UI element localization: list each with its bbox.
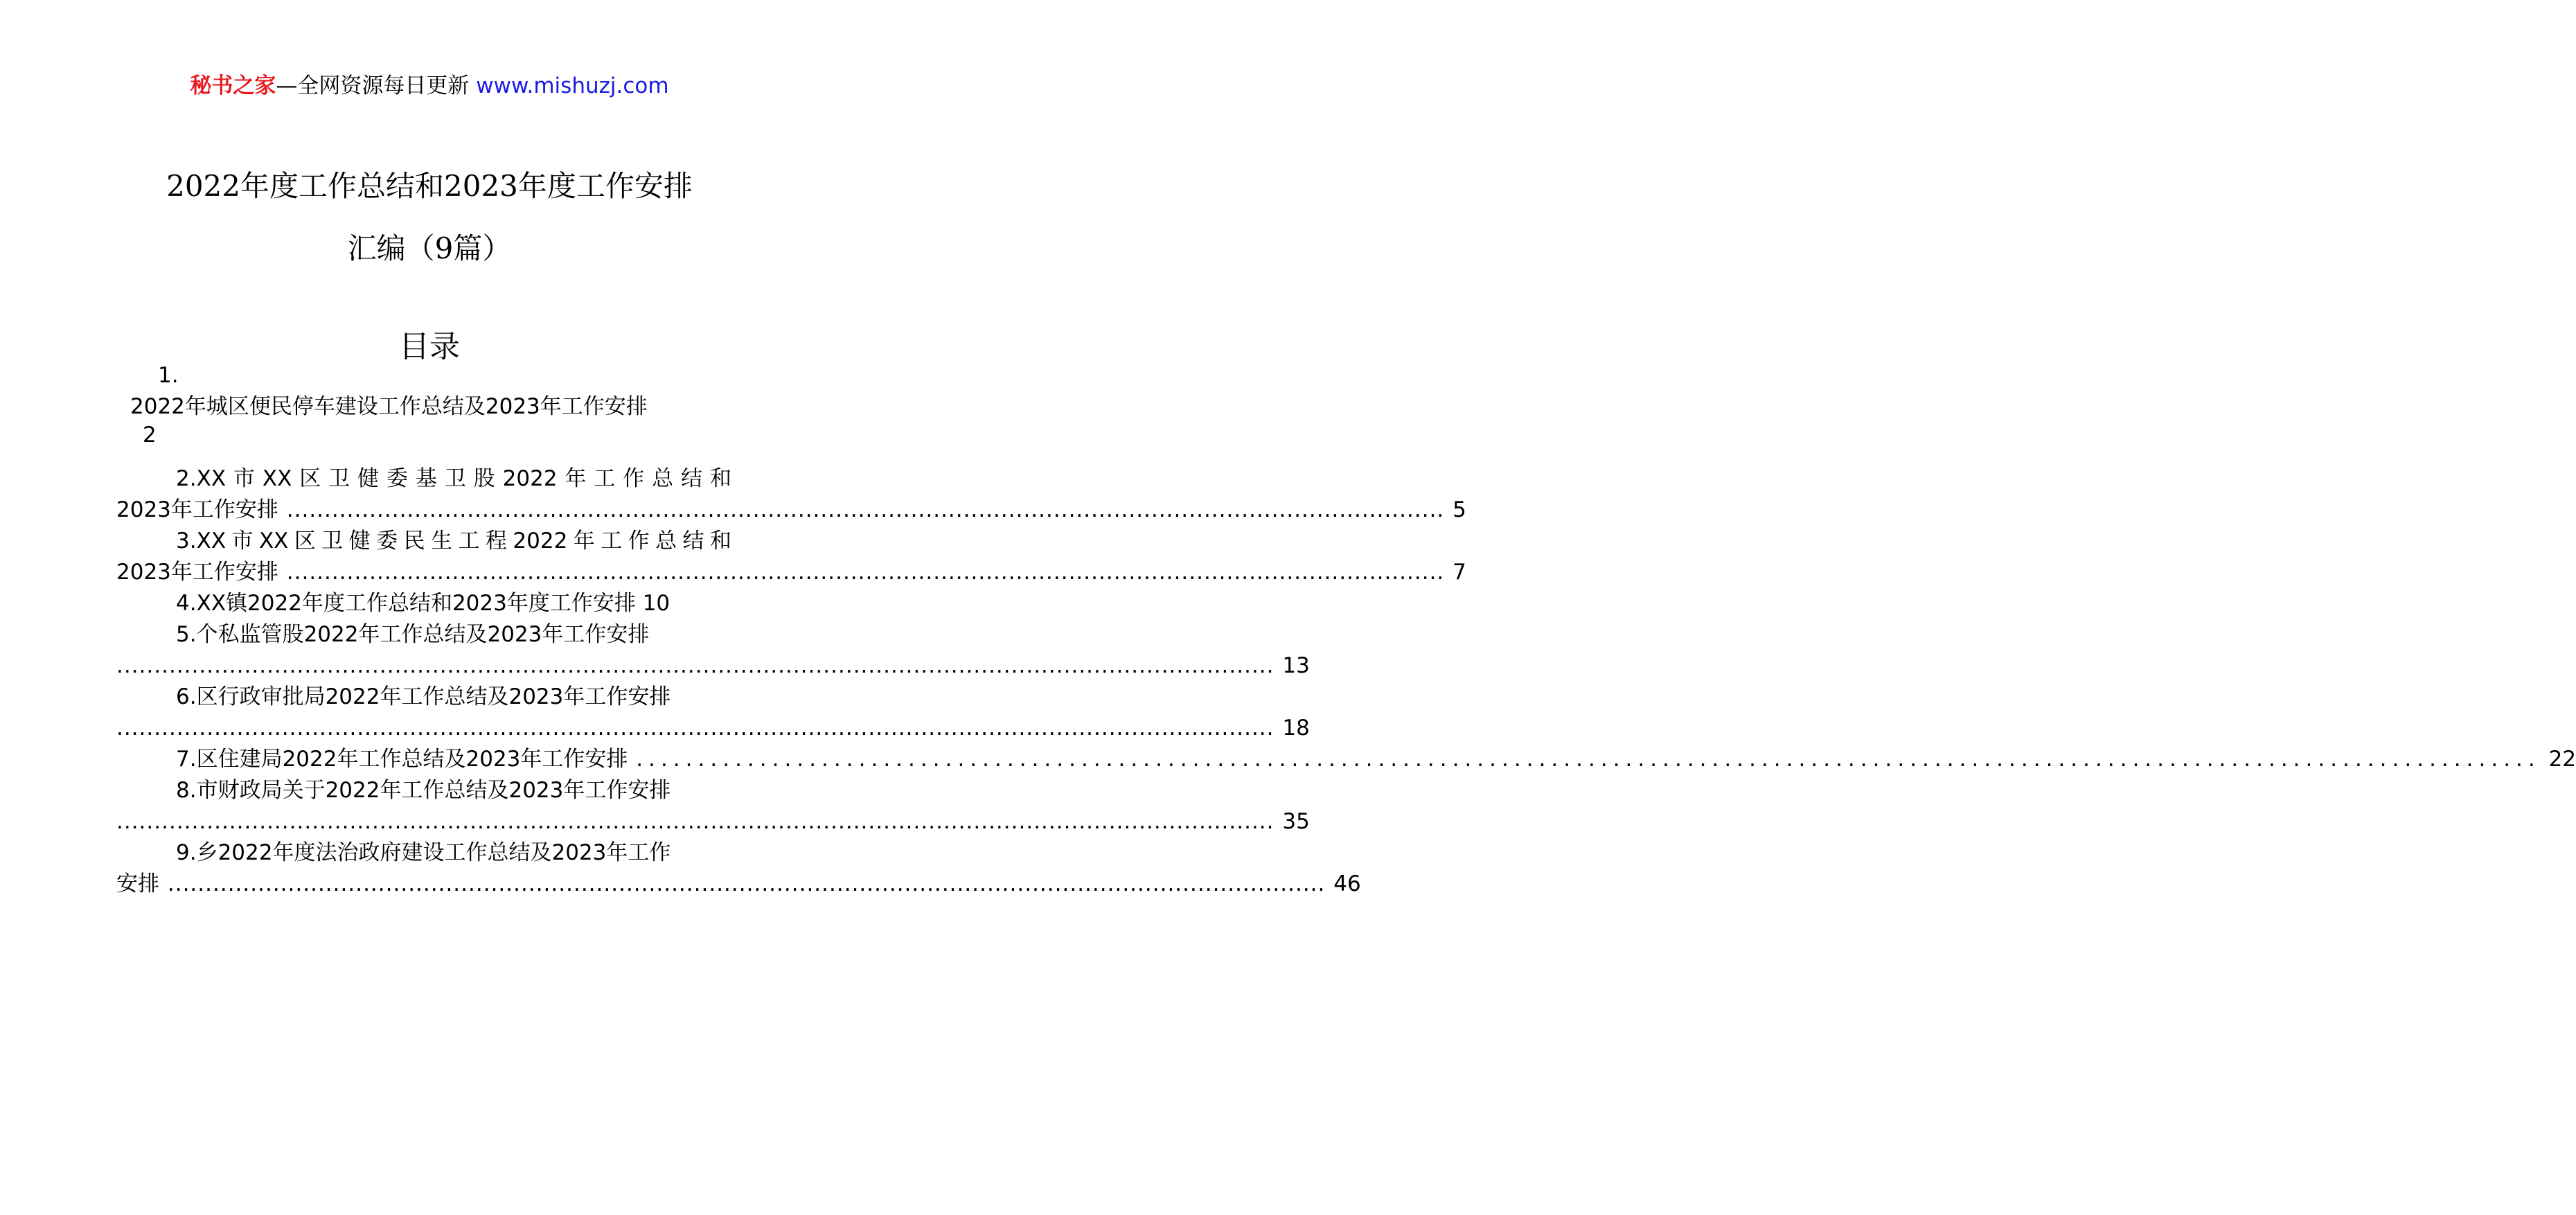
toc-entry-5[interactable]: [129, 619, 1310, 682]
toc-entry-6[interactable]: [129, 682, 1310, 744]
site-url-link[interactable]: www.mishuzj.com: [476, 73, 669, 98]
toc-leader-dots: [287, 497, 1445, 522]
toc-entry-3[interactable]: [116, 526, 1466, 588]
toc-entry-text: 2.XX市XX区卫健委基卫股2022年工作总结和: [176, 466, 731, 491]
toc-entry-text-continued: 2023年工作安排: [116, 560, 278, 585]
toc-entry-page: 10: [642, 591, 670, 616]
toc-entry-text: 7.区住建局2022年工作总结及2023年工作安排: [176, 747, 628, 772]
toc-entry-7[interactable]: [129, 744, 2576, 775]
toc-entry-leader-line: [116, 557, 1466, 588]
toc-entry-4[interactable]: [129, 588, 731, 619]
toc-entry-text-continued: 安排: [116, 871, 159, 896]
toc-leader-dots: [116, 809, 1274, 834]
toc-entry-page: 2: [143, 423, 157, 447]
toc-entry-8[interactable]: [129, 775, 1310, 837]
toc-entry-page: 5: [1453, 497, 1466, 522]
site-header: [0, 72, 859, 100]
header-tagline: —全网资源每日更新: [276, 73, 470, 98]
table-of-contents: [116, 363, 2576, 928]
toc-entry-page: 13: [1282, 653, 1310, 678]
toc-entry-leader-line: [116, 869, 1361, 900]
toc-entry-leader-line: [116, 806, 1310, 837]
toc-entry-text: 2022年城区便民停车建设工作总结及2023年工作安排: [130, 394, 648, 419]
toc-entry-page: 18: [1282, 716, 1310, 740]
toc-leader-dots: [116, 653, 1274, 678]
toc-entry-leader-line: [129, 744, 2576, 775]
toc-leader-dots: [636, 747, 2541, 772]
toc-heading: 目录: [399, 329, 460, 364]
toc-entry-leader-line: [116, 713, 1310, 744]
toc-entry-leader-line: [116, 650, 1310, 682]
toc-entry-number: 1.: [158, 363, 179, 388]
toc-entry-page: 46: [1333, 871, 1361, 896]
toc-leader-dots: [287, 560, 1445, 585]
toc-entry-text: 4.XX镇2022年度工作总结和2023年度工作安排: [176, 591, 636, 616]
brand-name: 秘书之家: [190, 73, 276, 98]
toc-entry-page: 7: [1453, 560, 1466, 585]
toc-leader-dots: [116, 716, 1274, 740]
toc-entry-text: 8.市财政局关于2022年工作总结及2023年工作安排: [176, 778, 671, 803]
toc-entry-leader-line: [116, 495, 1466, 526]
toc-entry-text: 9.乡2022年度法治政府建设工作总结及2023年工作: [176, 840, 671, 865]
toc-entry-2[interactable]: [116, 463, 1466, 526]
toc-entry-text: 3.XX市XX区卫健委民生工程2022年工作总结和: [176, 529, 731, 553]
toc-entry-text-continued: 2023年工作安排: [116, 497, 278, 522]
toc-entry-text: 5.个私监管股2022年工作总结及2023年工作安排: [176, 622, 650, 647]
document-title-line-1: 2022年度工作总结和2023年度工作安排: [166, 169, 693, 203]
toc-entry-page: 35: [1282, 809, 1310, 834]
document-title-line-2: 汇编（9篇）: [347, 231, 512, 265]
toc-entry-9[interactable]: [116, 837, 1361, 900]
toc-entry-page: 22: [2548, 747, 2576, 772]
toc-entry-leader-line: [129, 588, 731, 619]
toc-entry-text: 6.区行政审批局2022年工作总结及2023年工作安排: [176, 684, 671, 709]
toc-entry-1[interactable]: [129, 360, 731, 451]
toc-leader-dots: [168, 871, 1326, 896]
